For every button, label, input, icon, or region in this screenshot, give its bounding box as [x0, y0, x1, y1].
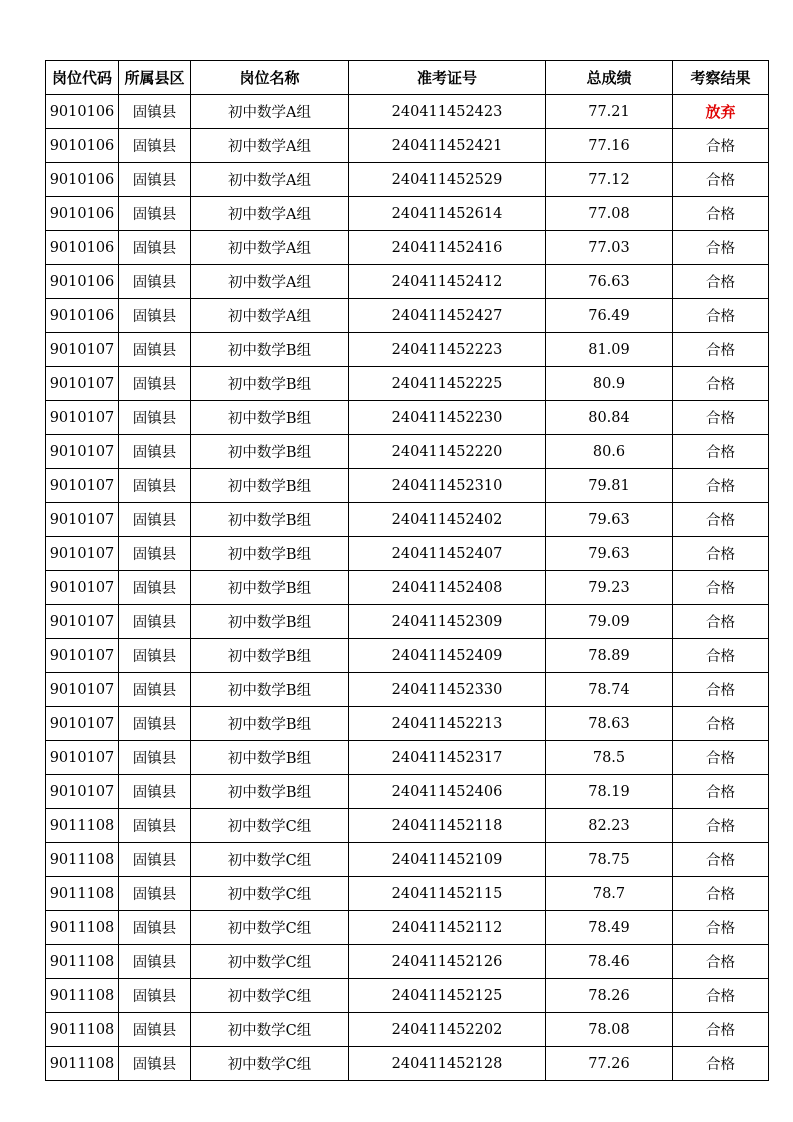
table-row: [46, 843, 769, 877]
cell-position-code: 9010107: [46, 673, 119, 707]
cell-position-code: 9010107: [46, 435, 119, 469]
table-row: [46, 163, 769, 197]
cell-exam-number: 240411452230: [349, 401, 546, 435]
header-exam-number: 准考证号: [349, 61, 546, 95]
cell-position-code: 9011108: [46, 1047, 119, 1081]
cell-result: 合格: [673, 299, 769, 333]
cell-exam-number: 240411452225: [349, 367, 546, 401]
cell-position-code: 9010107: [46, 707, 119, 741]
cell-position-name: 初中数学C组: [191, 911, 349, 945]
table-row: [46, 945, 769, 979]
cell-position-code: 9010106: [46, 129, 119, 163]
table-row: [46, 979, 769, 1013]
results-table: [45, 60, 769, 1081]
cell-county: 固镇县: [119, 503, 191, 537]
cell-position-name: 初中数学C组: [191, 809, 349, 843]
table-row: [46, 401, 769, 435]
cell-county: 固镇县: [119, 979, 191, 1013]
cell-total-score: 79.23: [546, 571, 673, 605]
table-row: [46, 911, 769, 945]
cell-result: 合格: [673, 945, 769, 979]
cell-result: 合格: [673, 333, 769, 367]
cell-position-code: 9010107: [46, 741, 119, 775]
cell-position-name: 初中数学C组: [191, 1013, 349, 1047]
table-row: [46, 537, 769, 571]
cell-total-score: 77.21: [546, 95, 673, 129]
cell-position-name: 初中数学A组: [191, 95, 349, 129]
cell-exam-number: 240411452115: [349, 877, 546, 911]
table-row: [46, 1013, 769, 1047]
cell-result: 合格: [673, 367, 769, 401]
cell-exam-number: 240411452427: [349, 299, 546, 333]
cell-total-score: 78.08: [546, 1013, 673, 1047]
header-row: [46, 61, 769, 95]
cell-county: 固镇县: [119, 1013, 191, 1047]
table-row: [46, 265, 769, 299]
cell-total-score: 78.26: [546, 979, 673, 1013]
cell-position-name: 初中数学B组: [191, 503, 349, 537]
cell-position-code: 9010107: [46, 639, 119, 673]
cell-position-code: 9011108: [46, 1013, 119, 1047]
table-row: [46, 333, 769, 367]
cell-exam-number: 240411452529: [349, 163, 546, 197]
cell-total-score: 77.03: [546, 231, 673, 265]
cell-position-name: 初中数学B组: [191, 435, 349, 469]
cell-exam-number: 240411452126: [349, 945, 546, 979]
cell-exam-number: 240411452310: [349, 469, 546, 503]
cell-total-score: 81.09: [546, 333, 673, 367]
cell-position-code: 9010106: [46, 197, 119, 231]
table-row: [46, 673, 769, 707]
cell-total-score: 78.89: [546, 639, 673, 673]
cell-position-code: 9010107: [46, 775, 119, 809]
cell-total-score: 79.63: [546, 503, 673, 537]
table-row: [46, 809, 769, 843]
table-row: [46, 707, 769, 741]
cell-county: 固镇县: [119, 809, 191, 843]
cell-position-name: 初中数学B组: [191, 333, 349, 367]
header-position-code: 岗位代码: [46, 61, 119, 95]
cell-county: 固镇县: [119, 435, 191, 469]
cell-result: 合格: [673, 469, 769, 503]
header-total-score: 总成绩: [546, 61, 673, 95]
cell-exam-number: 240411452118: [349, 809, 546, 843]
cell-total-score: 77.26: [546, 1047, 673, 1081]
cell-exam-number: 240411452220: [349, 435, 546, 469]
header-position-name: 岗位名称: [191, 61, 349, 95]
cell-position-code: 9010106: [46, 231, 119, 265]
cell-total-score: 78.74: [546, 673, 673, 707]
table-row: [46, 197, 769, 231]
cell-county: 固镇县: [119, 877, 191, 911]
table-row: [46, 605, 769, 639]
cell-result: 合格: [673, 673, 769, 707]
cell-position-code: 9010106: [46, 265, 119, 299]
cell-position-code: 9010107: [46, 571, 119, 605]
cell-exam-number: 240411452223: [349, 333, 546, 367]
cell-position-code: 9010106: [46, 95, 119, 129]
cell-county: 固镇县: [119, 707, 191, 741]
cell-position-name: 初中数学C组: [191, 945, 349, 979]
cell-county: 固镇县: [119, 1047, 191, 1081]
cell-result: 放弃: [673, 95, 769, 129]
cell-total-score: 80.9: [546, 367, 673, 401]
cell-total-score: 78.5: [546, 741, 673, 775]
cell-exam-number: 240411452330: [349, 673, 546, 707]
cell-result: 合格: [673, 401, 769, 435]
cell-result: 合格: [673, 231, 769, 265]
cell-position-code: 9010107: [46, 333, 119, 367]
cell-total-score: 80.6: [546, 435, 673, 469]
cell-result: 合格: [673, 707, 769, 741]
cell-position-name: 初中数学C组: [191, 843, 349, 877]
cell-position-code: 9011108: [46, 911, 119, 945]
cell-position-name: 初中数学B组: [191, 707, 349, 741]
cell-county: 固镇县: [119, 265, 191, 299]
cell-total-score: 78.7: [546, 877, 673, 911]
cell-position-name: 初中数学C组: [191, 979, 349, 1013]
cell-position-code: 9010107: [46, 367, 119, 401]
cell-result: 合格: [673, 809, 769, 843]
cell-result: 合格: [673, 163, 769, 197]
table-row: [46, 571, 769, 605]
cell-county: 固镇县: [119, 537, 191, 571]
cell-total-score: 78.46: [546, 945, 673, 979]
cell-position-name: 初中数学A组: [191, 163, 349, 197]
cell-position-code: 9011108: [46, 877, 119, 911]
cell-total-score: 82.23: [546, 809, 673, 843]
cell-exam-number: 240411452407: [349, 537, 546, 571]
cell-position-name: 初中数学B组: [191, 741, 349, 775]
table-row: [46, 775, 769, 809]
table-row: [46, 129, 769, 163]
cell-total-score: 77.16: [546, 129, 673, 163]
table-row: [46, 367, 769, 401]
cell-position-name: 初中数学B组: [191, 639, 349, 673]
cell-position-code: 9010107: [46, 469, 119, 503]
cell-position-name: 初中数学B组: [191, 673, 349, 707]
cell-county: 固镇县: [119, 639, 191, 673]
cell-position-code: 9010107: [46, 503, 119, 537]
cell-exam-number: 240411452112: [349, 911, 546, 945]
cell-result: 合格: [673, 639, 769, 673]
cell-position-code: 9011108: [46, 843, 119, 877]
cell-county: 固镇县: [119, 367, 191, 401]
cell-position-code: 9011108: [46, 979, 119, 1013]
cell-exam-number: 240411452109: [349, 843, 546, 877]
cell-county: 固镇县: [119, 911, 191, 945]
cell-result: 合格: [673, 537, 769, 571]
table-row: [46, 503, 769, 537]
cell-exam-number: 240411452421: [349, 129, 546, 163]
table-row: [46, 95, 769, 129]
cell-total-score: 79.09: [546, 605, 673, 639]
cell-position-code: 9010107: [46, 537, 119, 571]
cell-position-name: 初中数学B组: [191, 367, 349, 401]
cell-exam-number: 240411452309: [349, 605, 546, 639]
cell-position-code: 9010107: [46, 401, 119, 435]
cell-exam-number: 240411452202: [349, 1013, 546, 1047]
cell-exam-number: 240411452406: [349, 775, 546, 809]
cell-total-score: 79.81: [546, 469, 673, 503]
header-result: 考察结果: [673, 61, 769, 95]
cell-position-name: 初中数学B组: [191, 775, 349, 809]
cell-position-code: 9010107: [46, 605, 119, 639]
cell-position-name: 初中数学B组: [191, 401, 349, 435]
cell-result: 合格: [673, 979, 769, 1013]
cell-result: 合格: [673, 503, 769, 537]
cell-position-code: 9010106: [46, 299, 119, 333]
cell-result: 合格: [673, 741, 769, 775]
cell-exam-number: 240411452213: [349, 707, 546, 741]
cell-county: 固镇县: [119, 775, 191, 809]
table-row: [46, 299, 769, 333]
cell-exam-number: 240411452423: [349, 95, 546, 129]
cell-result: 合格: [673, 843, 769, 877]
cell-total-score: 78.49: [546, 911, 673, 945]
cell-position-code: 9011108: [46, 809, 119, 843]
cell-county: 固镇县: [119, 197, 191, 231]
cell-result: 合格: [673, 605, 769, 639]
cell-exam-number: 240411452125: [349, 979, 546, 1013]
cell-position-name: 初中数学A组: [191, 265, 349, 299]
cell-total-score: 80.84: [546, 401, 673, 435]
cell-result: 合格: [673, 775, 769, 809]
cell-exam-number: 240411452402: [349, 503, 546, 537]
cell-position-name: 初中数学B组: [191, 605, 349, 639]
table-row: [46, 741, 769, 775]
table-row: [46, 469, 769, 503]
cell-result: 合格: [673, 435, 769, 469]
table-row: [46, 1047, 769, 1081]
cell-position-name: 初中数学A组: [191, 197, 349, 231]
table-row: [46, 435, 769, 469]
cell-total-score: 77.12: [546, 163, 673, 197]
cell-total-score: 78.75: [546, 843, 673, 877]
cell-result: 合格: [673, 1013, 769, 1047]
table-row: [46, 877, 769, 911]
cell-county: 固镇县: [119, 163, 191, 197]
cell-exam-number: 240411452416: [349, 231, 546, 265]
cell-exam-number: 240411452409: [349, 639, 546, 673]
cell-county: 固镇县: [119, 571, 191, 605]
table-body: [46, 95, 769, 1081]
cell-result: 合格: [673, 129, 769, 163]
cell-position-name: 初中数学A组: [191, 231, 349, 265]
cell-exam-number: 240411452128: [349, 1047, 546, 1081]
cell-position-code: 9011108: [46, 945, 119, 979]
cell-county: 固镇县: [119, 231, 191, 265]
cell-position-name: 初中数学B组: [191, 571, 349, 605]
cell-position-name: 初中数学B组: [191, 537, 349, 571]
cell-result: 合格: [673, 1047, 769, 1081]
cell-total-score: 78.63: [546, 707, 673, 741]
table-row: [46, 639, 769, 673]
cell-position-code: 9010106: [46, 163, 119, 197]
cell-position-name: 初中数学C组: [191, 1047, 349, 1081]
cell-county: 固镇县: [119, 605, 191, 639]
cell-exam-number: 240411452614: [349, 197, 546, 231]
cell-position-name: 初中数学A组: [191, 129, 349, 163]
cell-county: 固镇县: [119, 299, 191, 333]
cell-total-score: 77.08: [546, 197, 673, 231]
cell-result: 合格: [673, 877, 769, 911]
cell-result: 合格: [673, 265, 769, 299]
cell-exam-number: 240411452412: [349, 265, 546, 299]
cell-exam-number: 240411452317: [349, 741, 546, 775]
cell-county: 固镇县: [119, 673, 191, 707]
cell-exam-number: 240411452408: [349, 571, 546, 605]
cell-total-score: 76.63: [546, 265, 673, 299]
cell-total-score: 79.63: [546, 537, 673, 571]
cell-county: 固镇县: [119, 945, 191, 979]
table-row: [46, 231, 769, 265]
cell-position-name: 初中数学B组: [191, 469, 349, 503]
cell-position-name: 初中数学C组: [191, 877, 349, 911]
cell-total-score: 76.49: [546, 299, 673, 333]
cell-county: 固镇县: [119, 741, 191, 775]
cell-result: 合格: [673, 571, 769, 605]
cell-county: 固镇县: [119, 401, 191, 435]
cell-position-name: 初中数学A组: [191, 299, 349, 333]
header-county: 所属县区: [119, 61, 191, 95]
cell-county: 固镇县: [119, 333, 191, 367]
cell-county: 固镇县: [119, 129, 191, 163]
cell-result: 合格: [673, 911, 769, 945]
cell-total-score: 78.19: [546, 775, 673, 809]
cell-county: 固镇县: [119, 95, 191, 129]
cell-county: 固镇县: [119, 469, 191, 503]
cell-result: 合格: [673, 197, 769, 231]
cell-county: 固镇县: [119, 843, 191, 877]
